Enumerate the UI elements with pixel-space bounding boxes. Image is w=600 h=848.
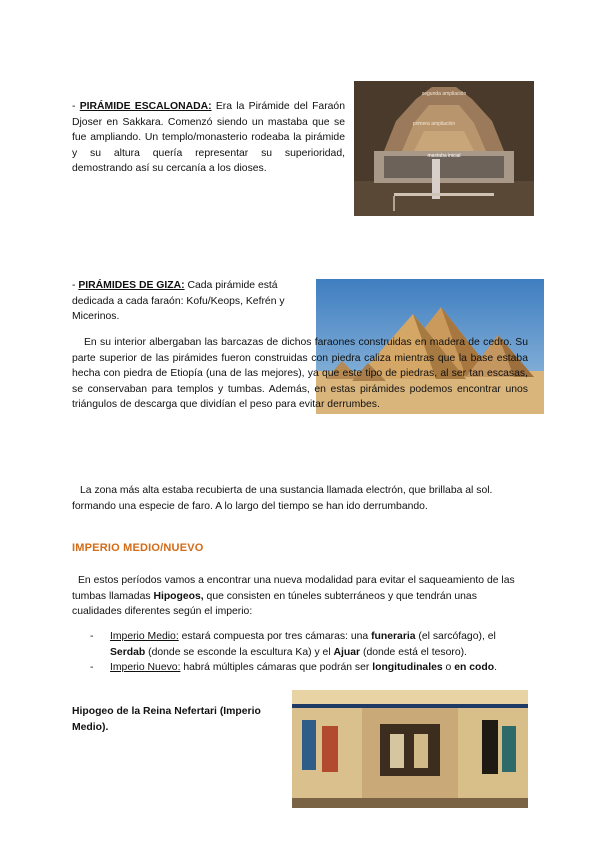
imperio-list [90,629,530,676]
diagram-label-top: segunda ampliación [421,91,467,97]
giza-zona-text: La zona más alta estaba recubierta de una sustancia llamada electrón, que brillaba al sol. formando una especie de faro. A lo largo del tiempo se han ido derrumbando. [72,485,493,512]
item-text: . [494,662,497,674]
giza-body-text: En su interior albergaban las barcazas de dichos faraones construidas en madera de cedro. Su parte superior de las pirámides fueron construidas con piedra caliza mientras que la base estaba hecha con piedra de Etiopía (una de las mejores), ya que este tipo de piedras, al ser tan escasas, se conservaban para templos y tumbas. Además, en estas pirámides podemos encontrar unos triángulos de descarga que dividían el peso para evitar derrumbes. [72,337,528,411]
list-item-imperio-nuevo [90,660,530,676]
imperio-intro-a: En estos períodos vamos a encontrar una nueva modalidad para evitar el saqueamiento de las tumbas llamadas [72,575,515,602]
diagram-label-base: mastaba inicial [427,153,461,159]
giza-body [72,335,528,413]
step-pyramid-diagram [354,81,534,216]
escalonada-text: Era la Pirámide del Faraón Djoser en Sakkara. Comenzó siendo un mastaba que se fue ampliando. Un templo/monasterio rodeaba la pirámide y su altura quería representar su superioridad, demostrando así su cercanía a los dioses. [72,101,345,175]
list-item-imperio-medio [90,629,530,660]
item-bold: Ajuar [333,646,361,658]
diagram-label-middle: primera ampliación [412,121,456,127]
item-text: (el sarcófago), el [415,631,496,642]
item-text: (donde está el tesoro). [360,646,467,658]
item-bold: en codo [454,662,495,674]
imperio-intro-c: que consisten en túneles subterráneos y que tendrán unas cualidades diferentes según el imperio: [72,590,477,618]
item-label: Imperio Nuevo: [110,662,181,674]
item-text: habrá múltiples cámaras que podrán ser [180,662,373,674]
item-bold: longitudinales [372,662,443,674]
item-bold: Serdab [110,646,146,658]
giza-zona [72,483,528,514]
escalonada-paragraph [72,99,345,177]
item-label: Imperio Medio: [110,631,179,642]
item-text: (donde se esconde la escultura Ka) y el [145,646,334,658]
escalonada-lead: - [72,101,80,112]
escalonada-title: PIRÁMIDE ESCALONADA: [79,101,212,112]
section-heading-imperio: IMPERIO MEDIO/NUEVO [72,542,204,554]
giza-title: PIRÁMIDES DE GIZA: [78,280,185,291]
giza-lead: - [72,280,79,291]
item-text: o [442,662,455,674]
item-bold: funeraria [371,631,416,642]
caption-text: Hipogeo de la Reina Nefertari (Imperio Medio). [72,706,261,733]
imperio-intro [72,573,528,620]
nefertari-tomb-photo [292,690,528,808]
item-text: estará compuesta por tres cámaras: una [178,631,372,642]
nefertari-caption [72,704,287,735]
imperio-intro-b: Hipogeos, [153,590,204,602]
giza-intro [72,278,308,325]
giza-intro-text: Cada pirámide está dedicada a cada faraón: Kofu/Keops, Kefrén y Micerinos. [72,280,285,323]
